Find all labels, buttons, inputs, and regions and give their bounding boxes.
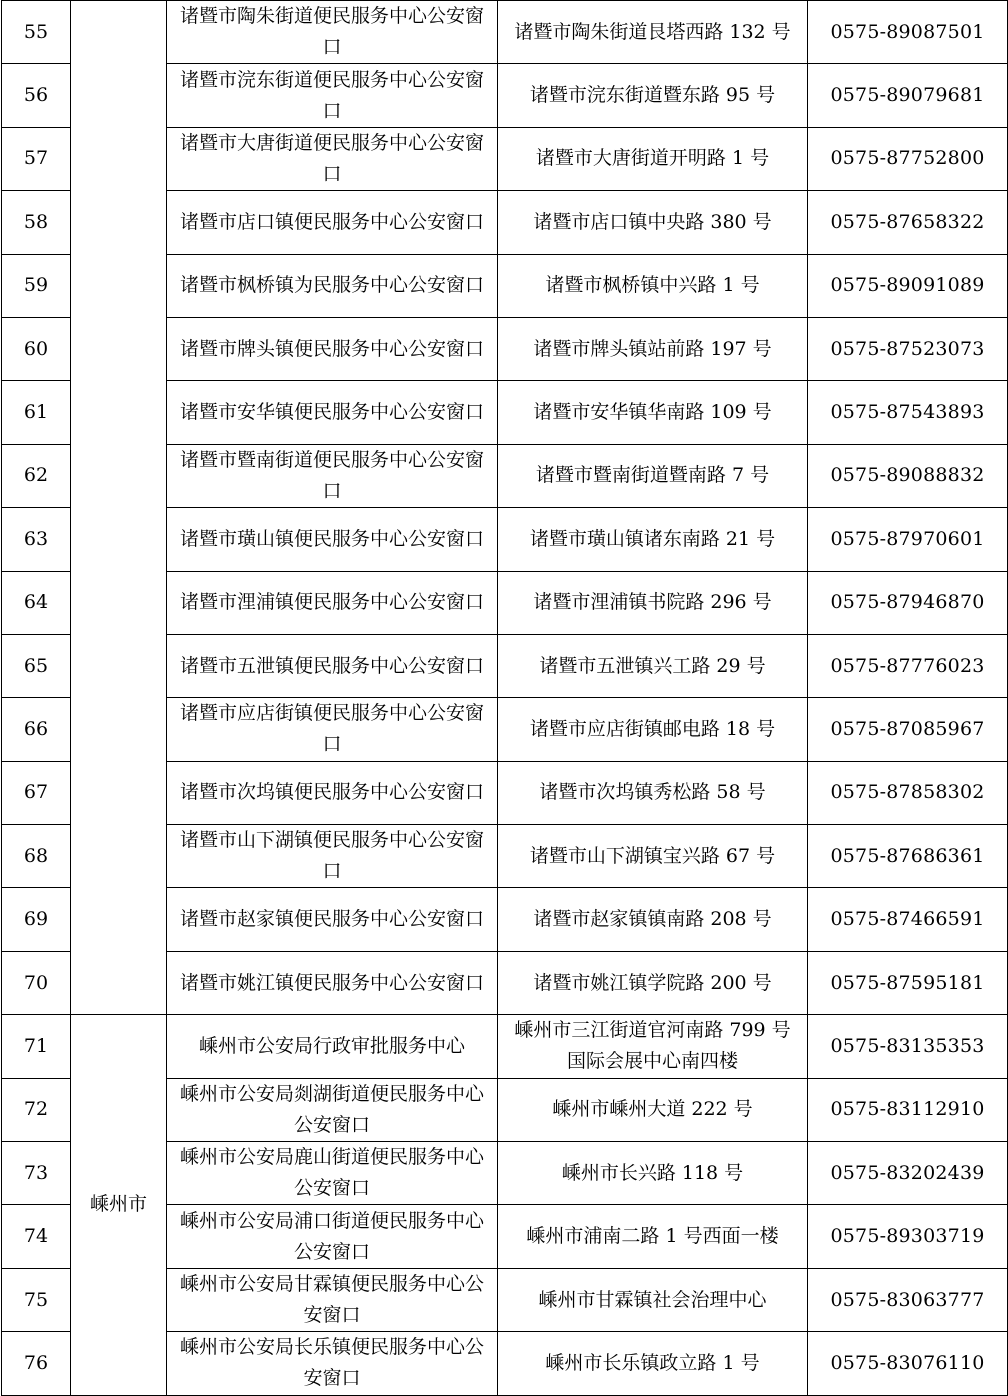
office-phone: 0575-87523073 [808,317,1008,380]
office-phone: 0575-87085967 [808,698,1008,761]
office-address: 诸暨市浬浦镇书院路 296 号 [498,571,808,634]
row-number: 76 [2,1332,71,1395]
office-address: 诸暨市五泄镇兴工路 29 号 [498,634,808,697]
office-phone: 0575-83076110 [808,1332,1008,1395]
office-phone: 0575-89087501 [808,1,1008,64]
office-name: 诸暨市陶朱街道便民服务中心公安窗口 [167,1,498,64]
office-name: 嵊州市公安局浦口街道便民服务中心公安窗口 [167,1205,498,1268]
office-phone: 0575-89091089 [808,254,1008,317]
office-phone: 0575-87752800 [808,127,1008,190]
office-address: 诸暨市应店街镇邮电路 18 号 [498,698,808,761]
office-name: 嵊州市公安局剡湖街道便民服务中心公安窗口 [167,1078,498,1141]
office-phone: 0575-89303719 [808,1205,1008,1268]
row-number: 62 [2,444,71,507]
office-name: 诸暨市赵家镇便民服务中心公安窗口 [167,888,498,951]
office-name: 诸暨市枫桥镇为民服务中心公安窗口 [167,254,498,317]
office-phone: 0575-87686361 [808,825,1008,888]
office-phone: 0575-83112910 [808,1078,1008,1141]
office-address: 诸暨市璜山镇诸东南路 21 号 [498,508,808,571]
office-name: 诸暨市五泄镇便民服务中心公安窗口 [167,634,498,697]
office-phone: 0575-87658322 [808,191,1008,254]
office-address: 诸暨市山下湖镇宝兴路 67 号 [498,825,808,888]
row-number: 56 [2,64,71,127]
office-address: 诸暨市浣东街道暨东路 95 号 [498,64,808,127]
office-phone: 0575-87595181 [808,951,1008,1014]
row-number: 61 [2,381,71,444]
row-number: 67 [2,761,71,824]
office-address: 诸暨市暨南街道暨南路 7 号 [498,444,808,507]
office-phone: 0575-87466591 [808,888,1008,951]
office-name: 诸暨市暨南街道便民服务中心公安窗口 [167,444,498,507]
office-address: 嵊州市浦南二路 1 号西面一楼 [498,1205,808,1268]
office-name: 诸暨市牌头镇便民服务中心公安窗口 [167,317,498,380]
office-address: 嵊州市甘霖镇社会治理中心 [498,1268,808,1331]
office-phone: 0575-89079681 [808,64,1008,127]
row-number: 68 [2,825,71,888]
office-phone: 0575-83202439 [808,1142,1008,1205]
office-name: 诸暨市店口镇便民服务中心公安窗口 [167,191,498,254]
row-number: 69 [2,888,71,951]
office-name: 诸暨市浣东街道便民服务中心公安窗口 [167,64,498,127]
table-row [2,1,1008,64]
office-phone: 0575-89088832 [808,444,1008,507]
row-number: 59 [2,254,71,317]
office-name: 诸暨市应店街镇便民服务中心公安窗口 [167,698,498,761]
office-phone: 0575-87946870 [808,571,1008,634]
office-name: 嵊州市公安局鹿山街道便民服务中心公安窗口 [167,1142,498,1205]
office-address: 嵊州市长乐镇政立路 1 号 [498,1332,808,1395]
table-row [2,1015,1008,1078]
office-address: 诸暨市陶朱街道艮塔西路 132 号 [498,1,808,64]
row-number: 73 [2,1142,71,1205]
row-number: 58 [2,191,71,254]
row-number: 57 [2,127,71,190]
row-number: 66 [2,698,71,761]
office-address: 嵊州市长兴路 118 号 [498,1142,808,1205]
city-cell-shengzhou: 嵊州市 [71,1015,167,1395]
office-address: 诸暨市大唐街道开明路 1 号 [498,127,808,190]
office-address: 诸暨市次坞镇秀松路 58 号 [498,761,808,824]
office-phone: 0575-87970601 [808,508,1008,571]
office-address: 诸暨市枫桥镇中兴路 1 号 [498,254,808,317]
city-cell-zhuji [71,1,167,1015]
office-address: 诸暨市店口镇中央路 380 号 [498,191,808,254]
office-name: 诸暨市姚江镇便民服务中心公安窗口 [167,951,498,1014]
office-name: 诸暨市浬浦镇便民服务中心公安窗口 [167,571,498,634]
office-name: 嵊州市公安局长乐镇便民服务中心公安窗口 [167,1332,498,1395]
row-number: 75 [2,1268,71,1331]
office-phone: 0575-87858302 [808,761,1008,824]
row-number: 72 [2,1078,71,1141]
row-number: 64 [2,571,71,634]
office-phone: 0575-83063777 [808,1268,1008,1331]
office-address: 诸暨市赵家镇镇南路 208 号 [498,888,808,951]
office-phone: 0575-83135353 [808,1015,1008,1078]
row-number: 55 [2,1,71,64]
office-address: 诸暨市牌头镇站前路 197 号 [498,317,808,380]
office-name: 诸暨市安华镇便民服务中心公安窗口 [167,381,498,444]
row-number: 65 [2,634,71,697]
service-center-table [1,0,1008,1396]
office-phone: 0575-87776023 [808,634,1008,697]
office-name: 嵊州市公安局甘霖镇便民服务中心公安窗口 [167,1268,498,1331]
office-name: 诸暨市次坞镇便民服务中心公安窗口 [167,761,498,824]
office-name: 诸暨市大唐街道便民服务中心公安窗口 [167,127,498,190]
row-number: 63 [2,508,71,571]
office-phone: 0575-87543893 [808,381,1008,444]
office-address: 诸暨市姚江镇学院路 200 号 [498,951,808,1014]
office-name: 嵊州市公安局行政审批服务中心 [167,1015,498,1078]
office-address: 嵊州市嵊州大道 222 号 [498,1078,808,1141]
office-name: 诸暨市璜山镇便民服务中心公安窗口 [167,508,498,571]
office-name: 诸暨市山下湖镇便民服务中心公安窗口 [167,825,498,888]
row-number: 71 [2,1015,71,1078]
row-number: 60 [2,317,71,380]
office-address: 嵊州市三江街道官河南路 799 号国际会展中心南四楼 [498,1015,808,1078]
row-number: 70 [2,951,71,1014]
row-number: 74 [2,1205,71,1268]
office-address: 诸暨市安华镇华南路 109 号 [498,381,808,444]
